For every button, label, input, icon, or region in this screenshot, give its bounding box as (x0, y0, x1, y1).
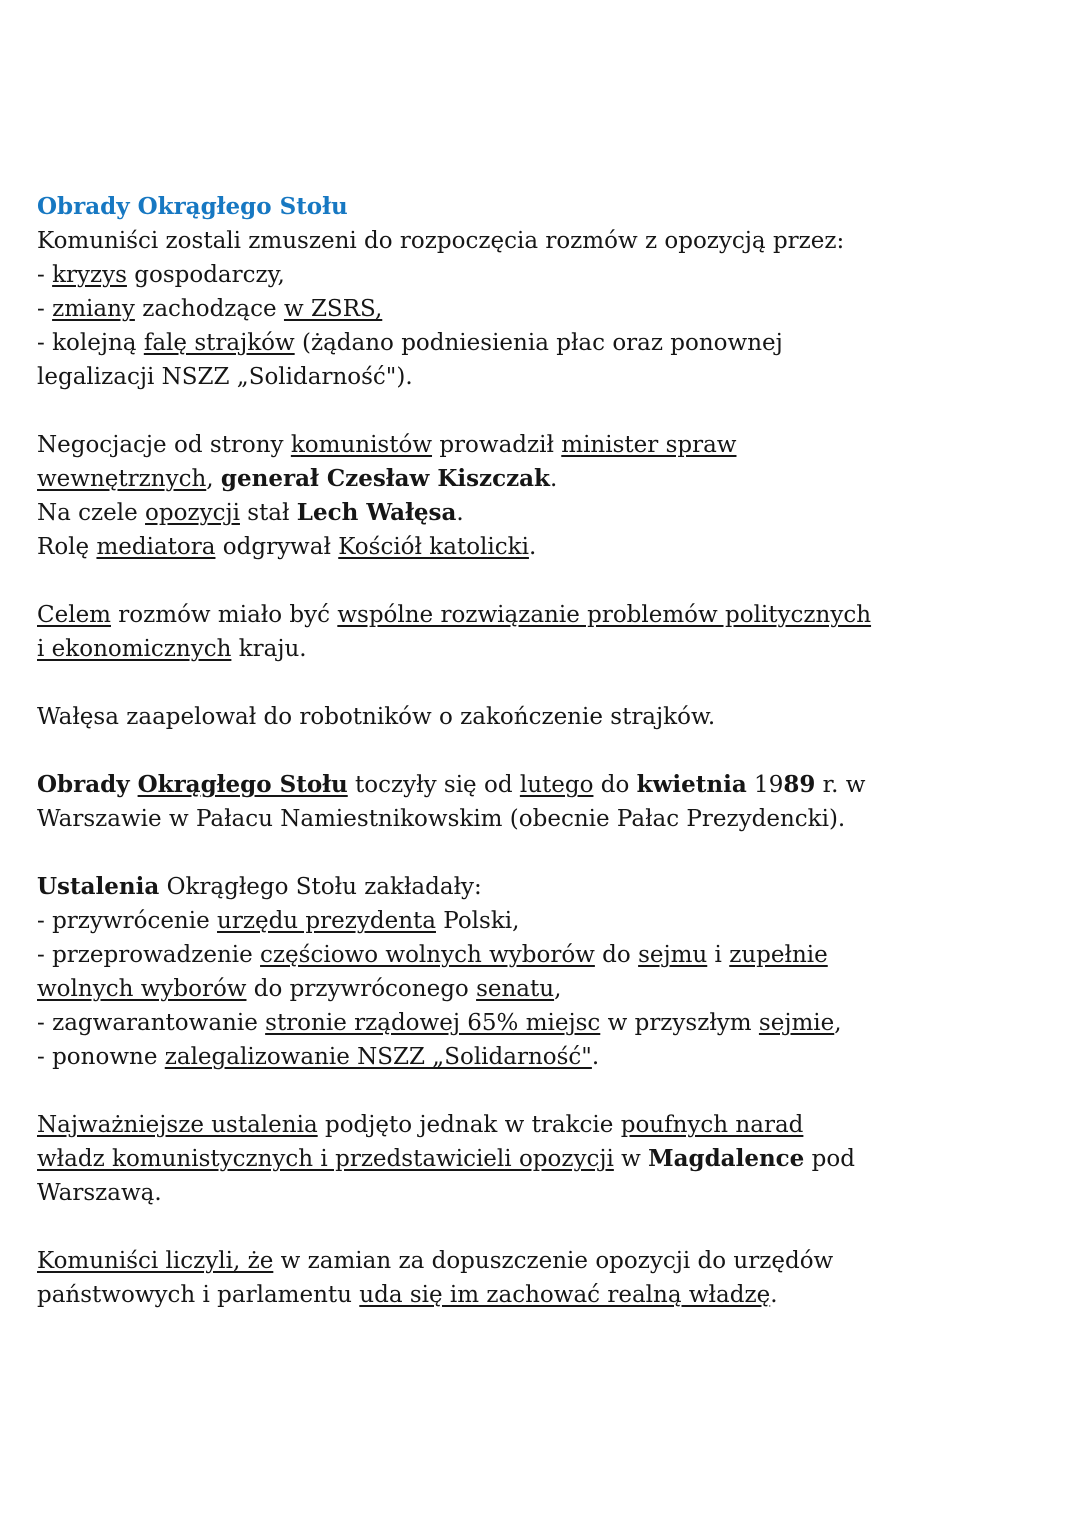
paragraph (37, 598, 1040, 666)
text-segment: wewnętrznych (37, 466, 207, 492)
text-segment: w (613, 1146, 649, 1172)
document-body (37, 224, 1040, 1312)
text-segment: - przeprowadzenie (37, 942, 261, 968)
text-segment: . (456, 500, 464, 526)
text-segment: mediatora (96, 534, 216, 560)
text-segment: rozmów miało być (111, 602, 338, 628)
text-segment: w ZSRS, (283, 296, 383, 322)
text-segment: państwowych i parlamentu (37, 1282, 360, 1308)
text-segment: (żądano podniesienia płac oraz ponownej (294, 330, 783, 356)
text-segment: Lech Wałęsa (296, 499, 457, 526)
text-segment: , (206, 466, 221, 492)
text-segment: generał Czesław Kiszczak (220, 465, 550, 492)
text-segment: podjęto jednak w trakcie (317, 1112, 621, 1138)
text-segment: zalegalizowanie NSZZ „Solidarność" (164, 1044, 592, 1070)
paragraph (37, 1108, 1040, 1210)
text-segment: Rolę (37, 534, 97, 560)
text-segment: Komuniści liczyli, że (37, 1248, 274, 1274)
text-segment: Okrągłego Stołu (137, 771, 348, 798)
text-segment: stał (239, 500, 297, 526)
text-segment: kwietnia (636, 771, 747, 798)
text-segment: sejmu (638, 942, 708, 968)
text-segment: zmiany (52, 296, 135, 322)
text-segment: . (528, 534, 537, 560)
paragraph (37, 768, 1040, 836)
text-segment: lutego (519, 772, 594, 798)
text-segment: zupełnie (729, 942, 828, 968)
text-segment: prowadził (432, 432, 562, 458)
text-segment: legalizacji NSZZ „Solidarność"). (37, 364, 413, 390)
paragraph (37, 428, 1040, 564)
text-segment: Obrady (37, 771, 138, 798)
text-segment: minister spraw (561, 432, 737, 458)
text-segment: r. w (815, 772, 866, 798)
text-segment: - zagwarantowanie (37, 1010, 266, 1036)
text-segment: gospodarczy, (126, 262, 285, 288)
text-segment: sejmie (758, 1010, 835, 1036)
text-segment: Celem (37, 602, 111, 628)
text-segment: Magdalence (648, 1145, 805, 1172)
text-segment: - (37, 296, 53, 322)
text-segment: stronie rządowej 65% miejsc (265, 1010, 601, 1036)
text-segment: senatu (476, 976, 555, 1002)
text-segment: urzędu prezydenta (217, 908, 436, 934)
text-segment: 19 (746, 772, 784, 798)
text-segment: Okrągłego Stołu zakładały: (159, 874, 482, 900)
text-segment: pod (804, 1146, 855, 1172)
text-segment: toczyły się od (347, 772, 520, 798)
text-segment: w zamian za dopuszczenie opozycji do urzędów (273, 1248, 834, 1274)
text-segment: do (594, 942, 639, 968)
text-segment: 89 (783, 771, 816, 798)
text-segment: poufnych narad (620, 1112, 804, 1138)
text-segment: władz komunistycznych i przedstawicieli opozycji (37, 1146, 614, 1172)
text-segment: opozycji (145, 500, 240, 526)
document-heading: Obrady Okrągłego Stołu (37, 193, 348, 220)
paragraph (37, 1244, 1040, 1312)
text-segment: - (37, 262, 53, 288)
text-segment: do (593, 772, 637, 798)
text-segment: do przywróconego (246, 976, 477, 1002)
text-segment: uda się im zachować realną władzę (359, 1282, 771, 1308)
text-segment: Negocjacje od strony (37, 432, 291, 458)
text-segment: i (707, 942, 730, 968)
text-segment: - przywrócenie (37, 908, 218, 934)
text-segment: komunistów (290, 432, 433, 458)
text-segment: , (834, 1010, 842, 1036)
text-segment: w przyszłym (600, 1010, 759, 1036)
text-segment: Kościół katolicki (338, 534, 529, 560)
text-segment: Polski, (435, 908, 520, 934)
text-segment: wolnych wyborów (37, 976, 247, 1002)
text-segment: Warszawą. (37, 1180, 162, 1206)
text-segment: częściowo wolnych wyborów (260, 942, 595, 968)
text-segment: . (770, 1282, 778, 1308)
text-segment: wspólne rozwiązanie problemów politycznych (337, 602, 872, 628)
text-segment: Ustalenia (37, 873, 160, 900)
text-segment: Na czele (37, 500, 146, 526)
text-segment: odgrywał (215, 534, 339, 560)
text-segment: i ekonomicznych (37, 636, 232, 662)
text-segment: , (554, 976, 562, 1002)
text-segment: Komuniści zostali zmuszeni do rozpoczęcia rozmów z opozycją przez: (37, 228, 845, 254)
paragraph (37, 870, 1040, 1074)
text-segment: falę strajków (143, 330, 295, 356)
text-segment: Warszawie w Pałacu Namiestnikowskim (obecnie Pałac Prezydencki). (37, 806, 846, 832)
text-segment: . (550, 466, 558, 492)
text-segment: kryzys (52, 262, 127, 288)
paragraph (37, 700, 1040, 734)
text-segment: zachodzące (134, 296, 284, 322)
text-segment: . (591, 1044, 600, 1070)
text-segment: - kolejną (37, 330, 144, 356)
text-segment: Wałęsa zaapelował do robotników o zakończenie strajków. (37, 704, 716, 730)
text-segment: Najważniejsze ustalenia (37, 1112, 318, 1138)
text-segment: - ponowne (37, 1044, 165, 1070)
paragraph (37, 224, 1040, 394)
text-segment: kraju. (231, 636, 307, 662)
